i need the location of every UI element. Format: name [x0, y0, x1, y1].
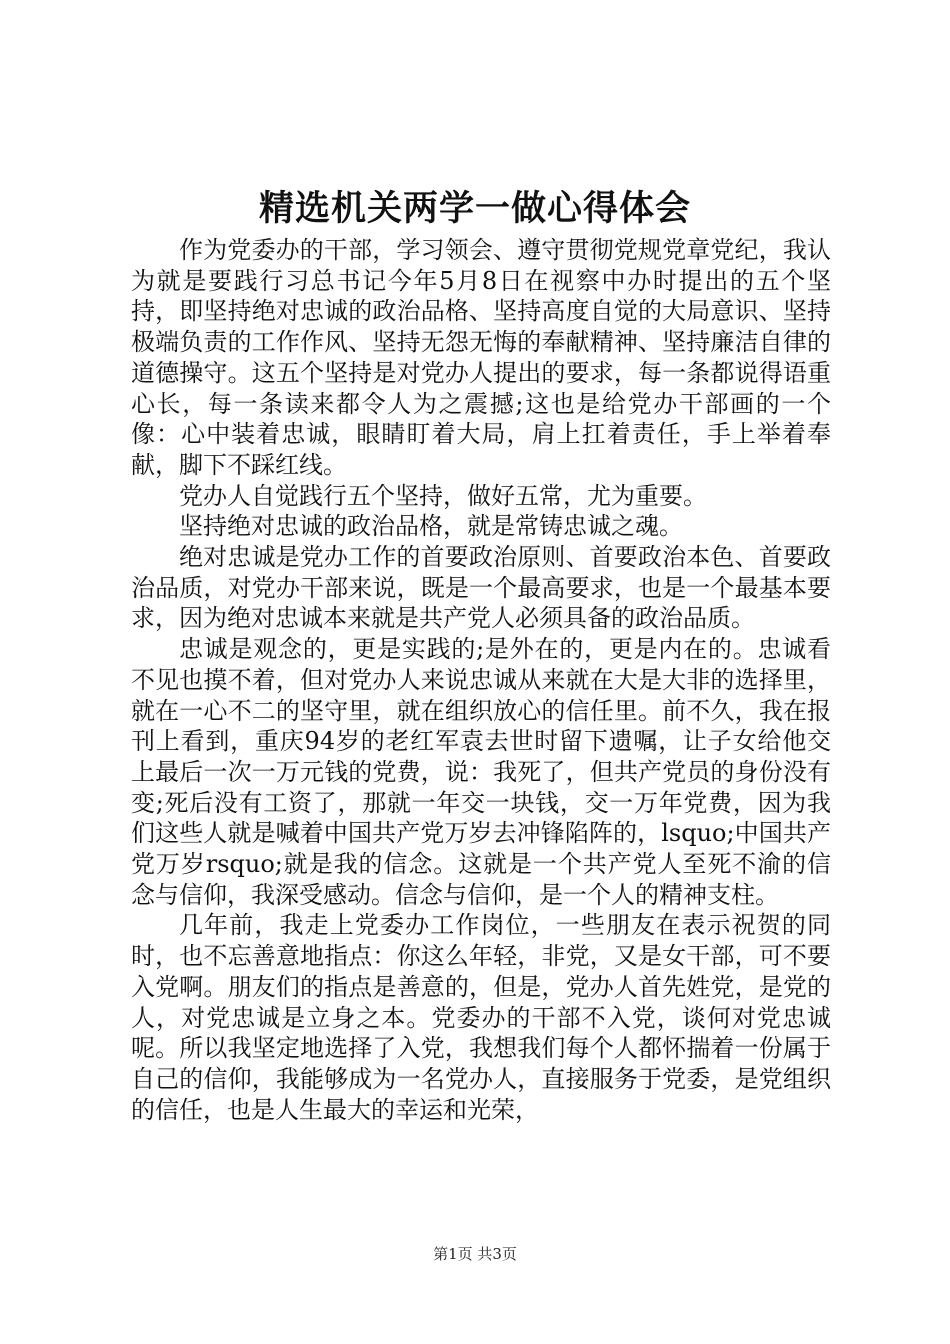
paragraph: 几年前，我走上党委办工作岗位，一些朋友在表示祝贺的同时，也不忘善意地指点：你这么年轻，非党，又是女干部，可不要入党啊。朋友们的指点是善意的，但是，党办人首先姓党，是党的人，对党忠诚是立身之本。党委办的干部不入党，谈何对党忠诚呢。所以我坚定地选择了入党，我想我们每个人都怀揣着一份属于自己的信仰，我能够成为一名党办人，直接服务于党委，是党组织的信任，也是人生最大的幸运和光荣，	[131, 911, 831, 1124]
paragraph: 忠诚是观念的，更是实践的;是外在的，更是内在的。忠诚看不见也摸不着，但对党办人来说忠诚从来就在大是大非的选择里，就在一心不二的坚守里，就在组织放心的信任里。前不久，我在报刊上看到，重庆94岁的老红军袁去世时留下遗嘱，让子女给他交上最后一次一万元钱的党费，说：我死了，但共产党员的身份没有变;死后没有工资了，那就一年交一块钱，交一万年党费，因为我们这些人就是喊着中国共产党万岁去冲锋陷阵的，lsquo;中国共产党万岁rsquo;就是我的信念。这就是一个共产党人至死不渝的信念与信仰，我深受感动。信念与信仰，是一个人的精神支柱。	[131, 635, 831, 909]
paragraph: 坚持绝对忠诚的政治品格，就是常铸忠诚之魂。	[179, 512, 683, 541]
page-footer: 第1页 共3页	[433, 1245, 517, 1263]
paragraph: 党办人自觉践行五个坚持，做好五常，尤为重要。	[179, 481, 707, 510]
paragraph: 绝对忠诚是党办工作的首要政治原则、首要政治本色、首要政治品质，对党办干部来说，既是一个最高要求，也是一个最基本要求，因为绝对忠诚本来就是共产党人必须具备的政治品质。	[131, 543, 831, 633]
document-body	[131, 235, 831, 1125]
document-title: 精选机关两学一做心得体会	[258, 189, 691, 229]
paragraph: 作为党委办的干部，学习领会、遵守贯彻党规党章党纪，我认为就是要践行习总书记今年5月8日在视察中办时提出的五个坚持，即坚持绝对忠诚的政治品格、坚持高度自觉的大局意识、坚持极端负责的工作作风、坚持无怨无悔的奉献精神、坚持廉洁自律的道德操守。这五个坚持是对党办人提出的要求，每一条都说得语重心长，每一条读来都令人为之震撼;这也是给党办干部画的一个像：心中装着忠诚，眼睛盯着大局，肩上扛着责任，手上举着奉献，脚下不踩红线。	[131, 236, 831, 479]
